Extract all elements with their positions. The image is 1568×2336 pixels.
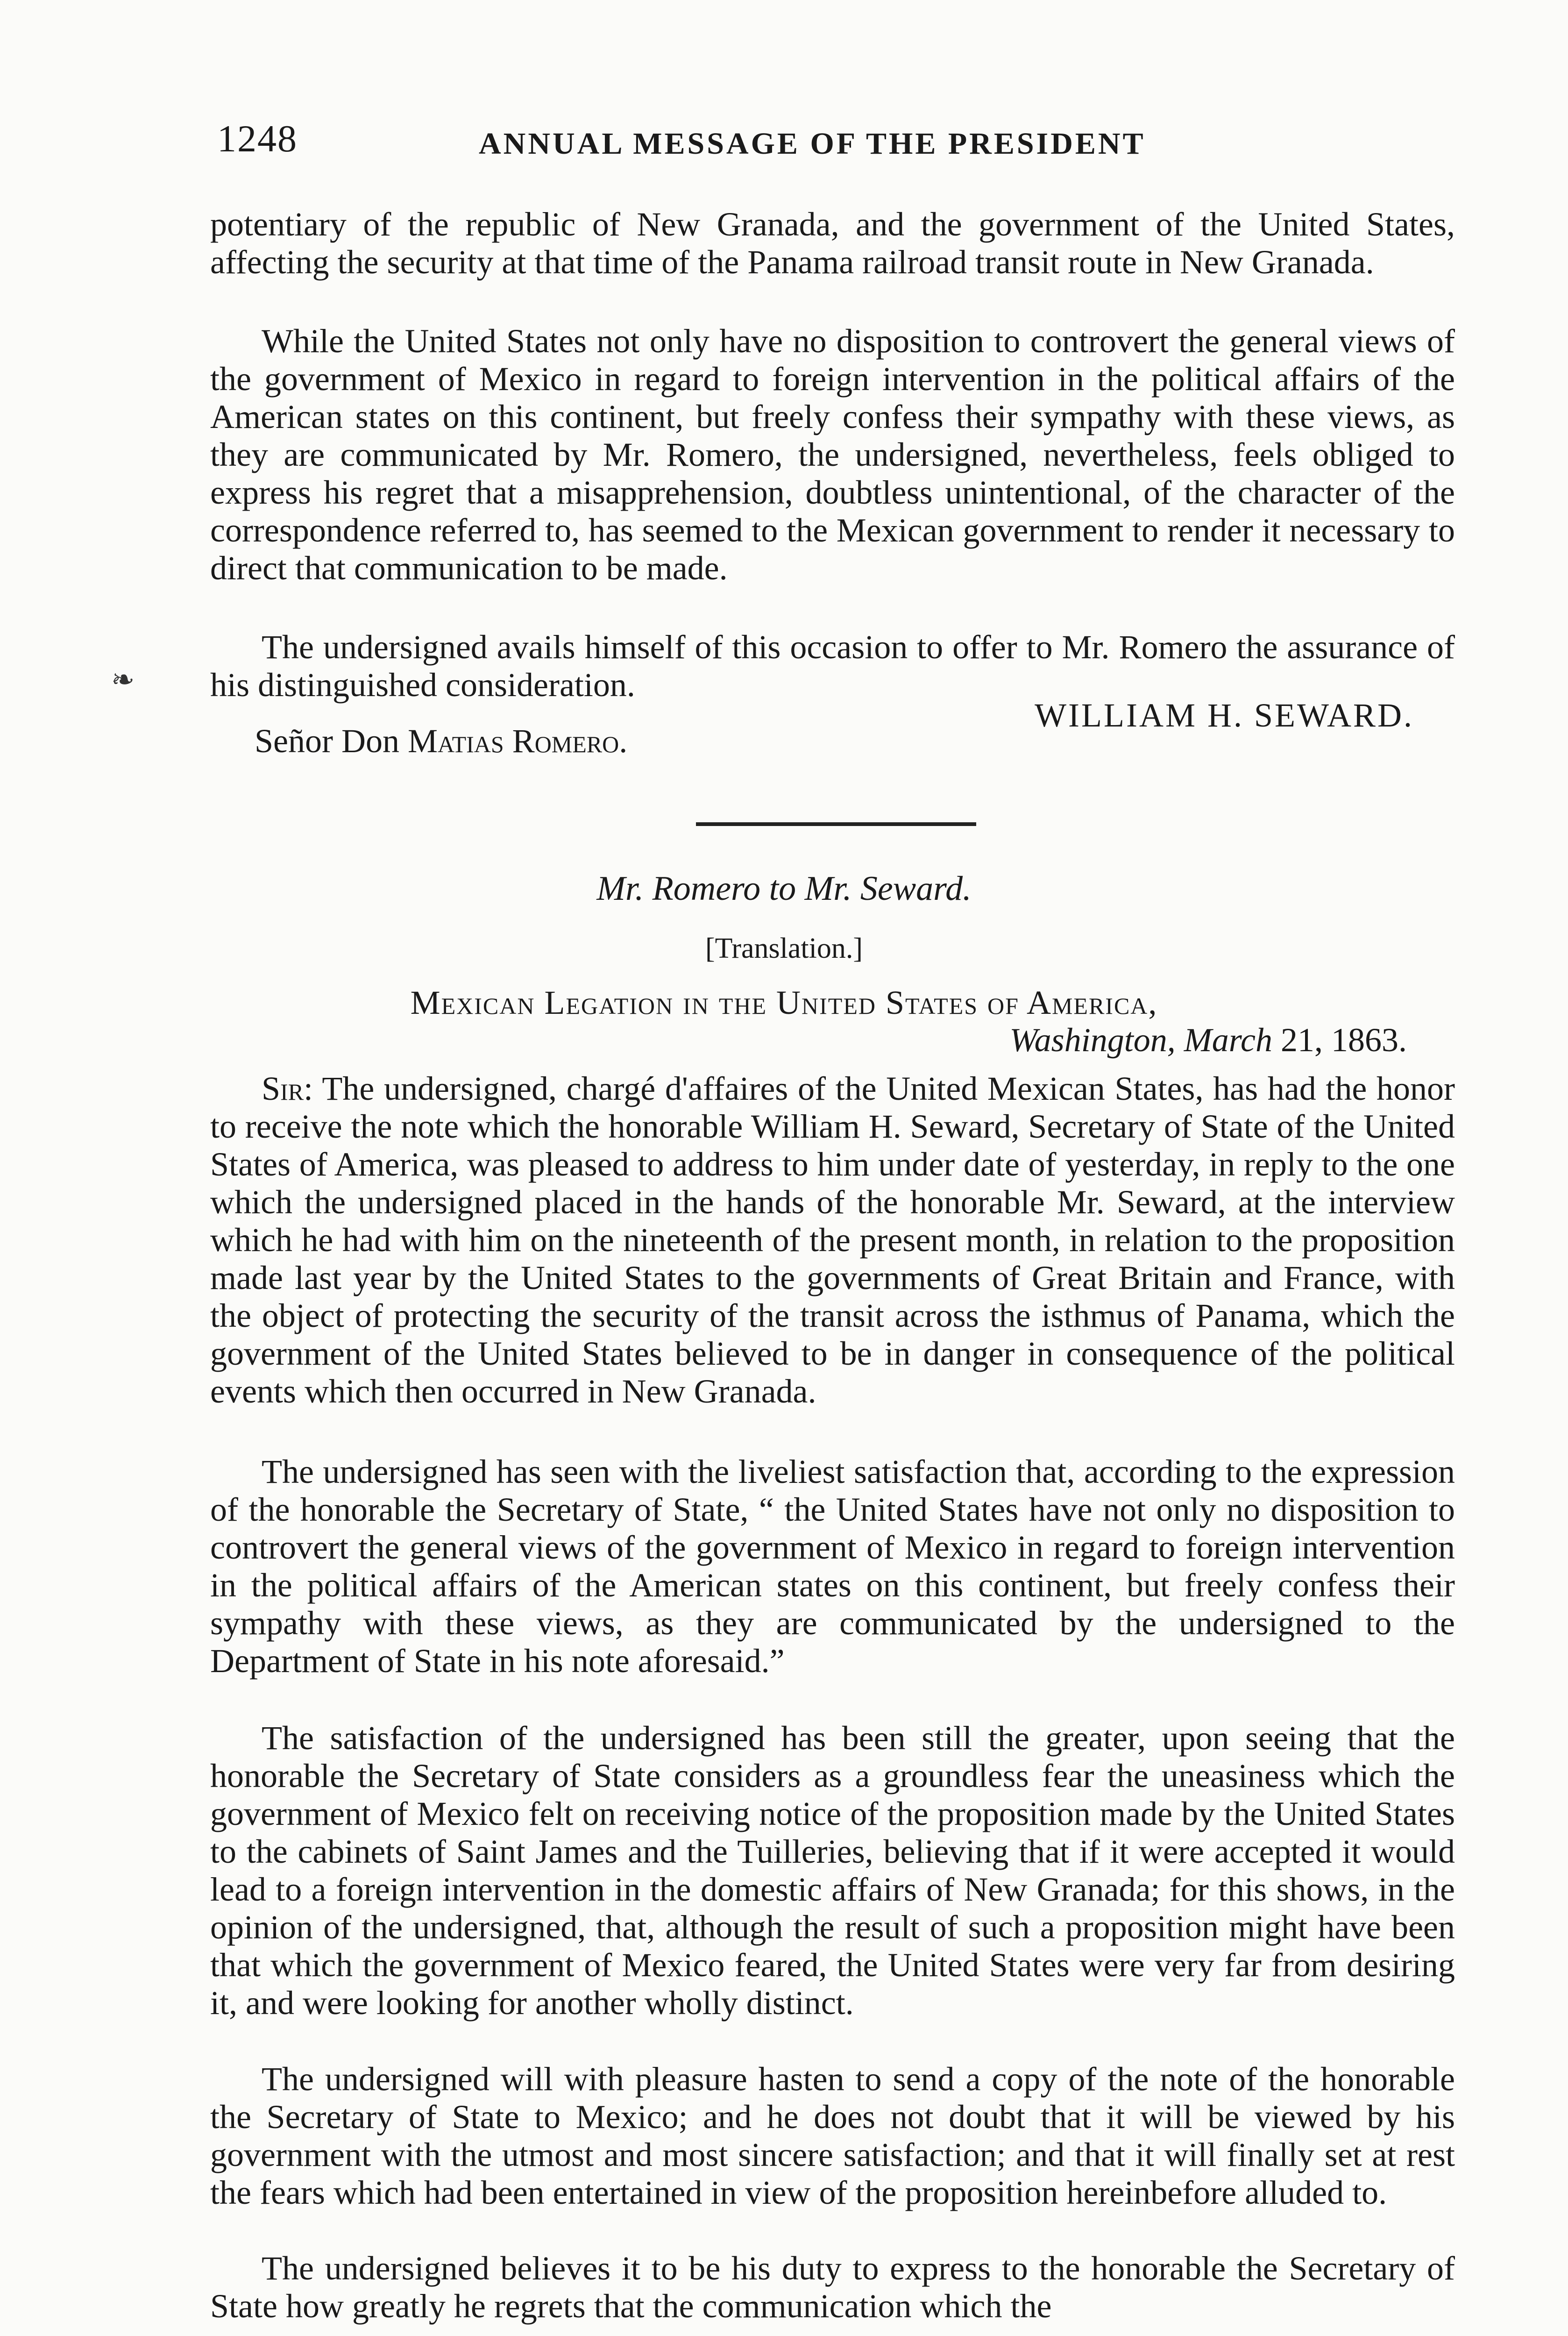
letter2-paragraph-3: The satisfaction of the undersigned has been still the greater, upon seeing that the honorable the Secretary of State considers as a groundless fear the uneasiness which the government of Mexico felt on receiving notice of the proposition made by the United States to the cabinets of Saint James and the Tuilleries, believing that if it were accepted it would lead to a foreign intervention in the domestic affairs of New Granada; for this shows, in the opinion of the undersigned, that, although the result of such a proposition might have been that which the government of Mexico feared, the United States were very far from desiring it, and were looking for another wholly distinct. xyxy=(210,1719,1455,2022)
addressee-prefix: Señor Don xyxy=(255,722,399,760)
letter2-paragraph-4: The undersigned will with pleasure hasten to send a copy of the note of the honorable the Secretary of State to Mexico; and he does not doubt that it will be viewed by his government with the utmost and most sincere satisfaction; and that it will finally set at rest the fears which had been entertained in view of the proposition hereinbefore alluded to. xyxy=(210,2060,1455,2211)
page-header xyxy=(217,117,1450,182)
letter1-paragraph-2: While the United States not only have no disposition to controvert the general views of the government of Mexico in regard to foreign intervention in the political affairs of the American states on this continent, but freely confess their sympathy with these views, as they are communicated by Mr. Romero, the undersigned, nevertheless, feels obliged to express his regret that a misapprehension, doubtless unintentional, of the character of the correspondence referred to, has seemed to the Mexican government to render it necessary to direct that communication to be made. xyxy=(210,322,1455,587)
signature: WILLIAM H. SEWARD. xyxy=(1035,697,1414,734)
section-divider xyxy=(696,822,976,826)
dateline-rest: 21, 1863. xyxy=(1281,1021,1407,1059)
letter2-paragraph-1 xyxy=(210,1070,1455,1410)
letter1-paragraph-1: potentiary of the republic of New Granada, and the government of the United States, affecting the security at that time of the Panama railroad transit route in New Granada. xyxy=(210,206,1455,281)
legation-heading: Mexican Legation in the United States of America, xyxy=(410,984,1158,1021)
letter2-paragraph-2: The undersigned has seen with the liveliest satisfaction that, according to the expression of the honorable the Secretary of State, “ the United States have not only no disposition to controvert the general views of the government of Mexico in regard to foreign intervention in the political affairs of the American states on this continent, but freely confess their sympathy with these views, as they are communicated by the undersigned to the Department of State in his note aforesaid.” xyxy=(210,1453,1455,1680)
page-number: 1248 xyxy=(217,117,298,160)
letter2-paragraph-5: The undersigned believes it to be his duty to express to the honorable the Secretary of State how greatly he regrets that the communication which the xyxy=(210,2250,1455,2325)
addressee-name: Matias Romero. xyxy=(407,722,628,760)
letter1-paragraph-3: The undersigned avails himself of this occasion to offer to Mr. Romero the assurance of his distinguished consideration. xyxy=(210,628,1455,704)
letter-title: Mr. Romero to Mr. Seward. xyxy=(596,869,972,908)
salutation: Sir xyxy=(262,1070,304,1107)
dateline-place: Washington, xyxy=(1009,1021,1176,1059)
dateline xyxy=(1009,1021,1407,1060)
translation-note: [Translation.] xyxy=(705,933,863,964)
margin-mark-icon: ❧ xyxy=(111,664,135,695)
addressee xyxy=(255,722,627,761)
running-head: ANNUAL MESSAGE OF THE PRESIDENT xyxy=(479,127,1146,161)
letter2-paragraph-1-text: : The undersigned, chargé d'affaires of the United Mexican States, has had the honor to receive the note which the honorable William H. Seward, Secretary of State of the United States of America, was pleased to address to him under date of yesterday, in reply to the one which the undersigned placed in the hands of the honorable Mr. Seward, at the interview which he had with him on the nineteenth of the present month, in relation to the proposition made last year by the United States to the governments of Great Britain and France, with the object of protecting the security of the transit across the isthmus of Panama, which the government of the United States believed to be in danger in consequence of the political events which then occurred in New Granada. xyxy=(210,1070,1455,1410)
dateline-month: March xyxy=(1184,1021,1272,1059)
